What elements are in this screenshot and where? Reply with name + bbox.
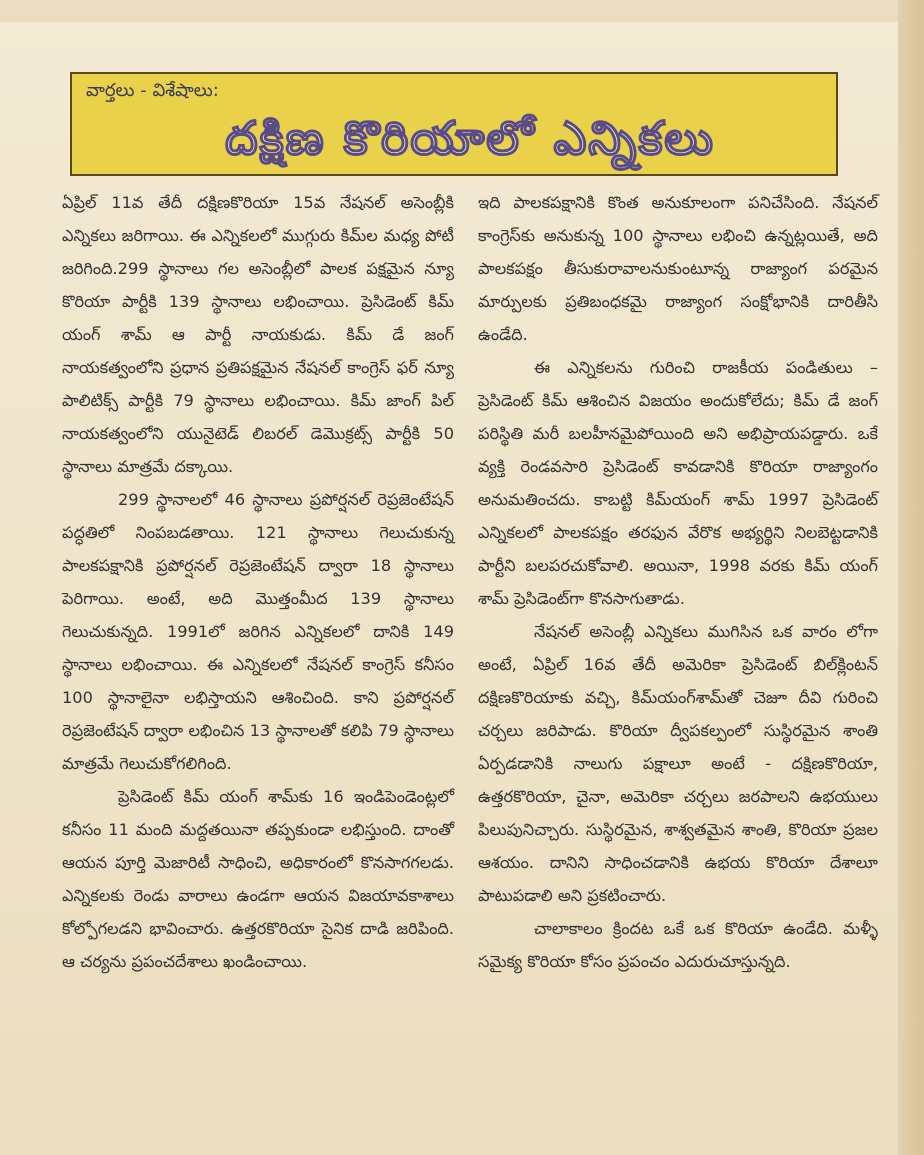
paragraph: ఈ ఎన్నికలను గురించి రాజకీయ పండితులు – ప్రెసిడెంట్ కిమ్ ఆశించిన విజయం అందుకోలేదు; కిమ్ డే జంగ్ పరిస్థితి మరీ బలహీనమైపోయింది అని అభిప్రాయపడ్డారు. ఒకే వ్యక్తి రెండవసారి ప్రెసిడెంట్ కావడానికి కొరియా రాజ్యాంగం అనుమతించదు. కాబట్టి కిమ్‌యంగ్ శామ్ 1997 ప్రెసిడెంట్ ఎన్నికలలో పాలకపక్షం తరఫున వేరొక అభ్యర్థిని నిలబెట్టడానికి పార్టీని బలపరచుకోవాలి. అయినా, 1998 వరకు కిమ్ యంగ్ శామ్ ప్రెసిడెంట్‌గా కొనసాగుతాడు. [478, 358, 878, 608]
article-title: దక్షిణ కొరియాలో ఎన్నికలు [225, 111, 715, 165]
page-top-edge [0, 0, 924, 22]
right-column [478, 186, 878, 978]
paragraph: ప్రెసిడెంట్ కిమ్ యంగ్ శామ్‌కు 16 ఇండిపెండెంట్లలో కనీసం 11 మంది మద్దతయినా తప్పకుండా లభిస్తుంది. దాంతో ఆయన పూర్తి మెజారిటీ సాధించి, అధికారంలో కొనసాగగలడు. ఎన్నికలకు రెండు వారాలు ఉండగా ఆయన విజయావకాశాలు కోల్పోగలడని భావించారు. ఉత్తరకొరియా సైనిక దాడి జరిపింది. ఆ చర్యను ప్రపంచదేశాలు ఖండించాయి. [62, 787, 454, 971]
left-column [62, 186, 454, 978]
page-right-edge [898, 0, 924, 1155]
paragraph: నేషనల్ అసెంబ్లీ ఎన్నికలు ముగిసిన ఒక వారం లోగా అంటే, ఏప్రిల్ 16వ తేదీ అమెరికా ప్రెసిడెంట్ బిల్‌క్లింటన్ దక్షిణకొరియాకు వచ్చి, కిమ్‌యంగ్‌శామ్‌తో చెజూ దీవి గురించి చర్చలు జరిపాడు. కొరియా ద్వీపకల్పంలో సుస్థిరమైన శాంతి ఏర్పడడానికి నాలుగు పక్షాలూ అంటే - దక్షిణకొరియా, ఉత్తరకొరియా, చైనా, అమెరికా చర్చలు జరపాలని ఉభయులు పిలుపునిచ్చారు. సుస్థిరమైన, శాశ్వతమైన శాంతి, కొరియా ప్రజల ఆశయం. దానిని సాధించడానికి ఉభయ కొరియా దేశాలూ పాటుపడాలి అని ప్రకటించారు. [478, 622, 878, 905]
paragraph: ఇది పాలకపక్షానికి కొంత అనుకూలంగా పనిచేసింది. నేషనల్ కాంగ్రెస్‌కు అనుకున్న 100 స్థానాలు లభించి ఉన్నట్లయితే, అది పాలకపక్షం తీసుకురావాలనుకుంటూన్న రాజ్యాంగ పరమైన మార్పులకు ప్రతిబంధకమై రాజ్యాంగ సంక్షోభానికి దారితీసి ఉండేది. [478, 193, 878, 344]
paragraph: 299 స్థానాలలో 46 స్థానాలు ప్రపోర్షనల్ రెప్రజెంటేషన్ పద్ధతిలో నింపబడతాయి. 121 స్థానాలు గెలుచుకున్న పాలకపక్షానికి ప్రపోర్షనల్ రెప్రజెంటేషన్ ద్వారా 18 స్థానాలు పెరిగాయి. అంటే, అది మొత్తంమీద 139 స్థానాలు గెలుచుకున్నది. 1991లో జరిగిన ఎన్నికలలో దానికి 149 స్థానాలు లభించాయి. ఈ ఎన్నికలలో నేషనల్ కాంగ్రెస్ కనీసం 100 స్థానాలైనా లభిస్తాయని ఆశించింది. కాని ప్రపోర్షనల్ రెప్రజెంటేషన్ ద్వారా లభించిన 13 స్థానాలతో కలిపి 79 స్థానాలు మాత్రమే గెలుచుకోగలిగింది. [62, 490, 454, 773]
paragraph: ఏప్రిల్ 11వ తేదీ దక్షిణకొరియా 15వ నేషనల్ అసెంబ్లీకి ఎన్నికలు జరిగాయి. ఈ ఎన్నికలలో ముగ్గురు కిమ్‌ల మధ్య పోటీ జరిగింది.299 స్థానాలు గల అసెంబ్లీలో పాలక పక్షమైన న్యూ కొరియా పార్టీకి 139 స్థానాలు లభించాయి. ప్రెసిడెంట్ కిమ్ యంగ్ శామ్ ఆ పార్టీ నాయకుడు. కిమ్ డే జంగ్ నాయకత్వంలోని ప్రధాన ప్రతిపక్షమైన నేషనల్ కాంగ్రెస్ ఫర్ న్యూ పాలిటిక్స్ పార్టీకి 79 స్థానాలు లభించాయి. కిమ్ జాంగ్ పిల్ నాయకత్వంలోని యునైటెడ్ లిబరల్ డెమొక్రట్స్ పార్టీకి 50 స్థానాలు మాత్రమే దక్కాయి. [62, 193, 454, 476]
paragraph: చాలాకాలం క్రిందట ఒకే ఒక కొరియా ఉండేది. మళ్ళీ సమైక్య కొరియా కోసం ప్రపంచం ఎదురుచూస్తున్నది. [478, 919, 878, 971]
section-kicker: వార్తలు - విశేషాలు: [86, 80, 219, 101]
